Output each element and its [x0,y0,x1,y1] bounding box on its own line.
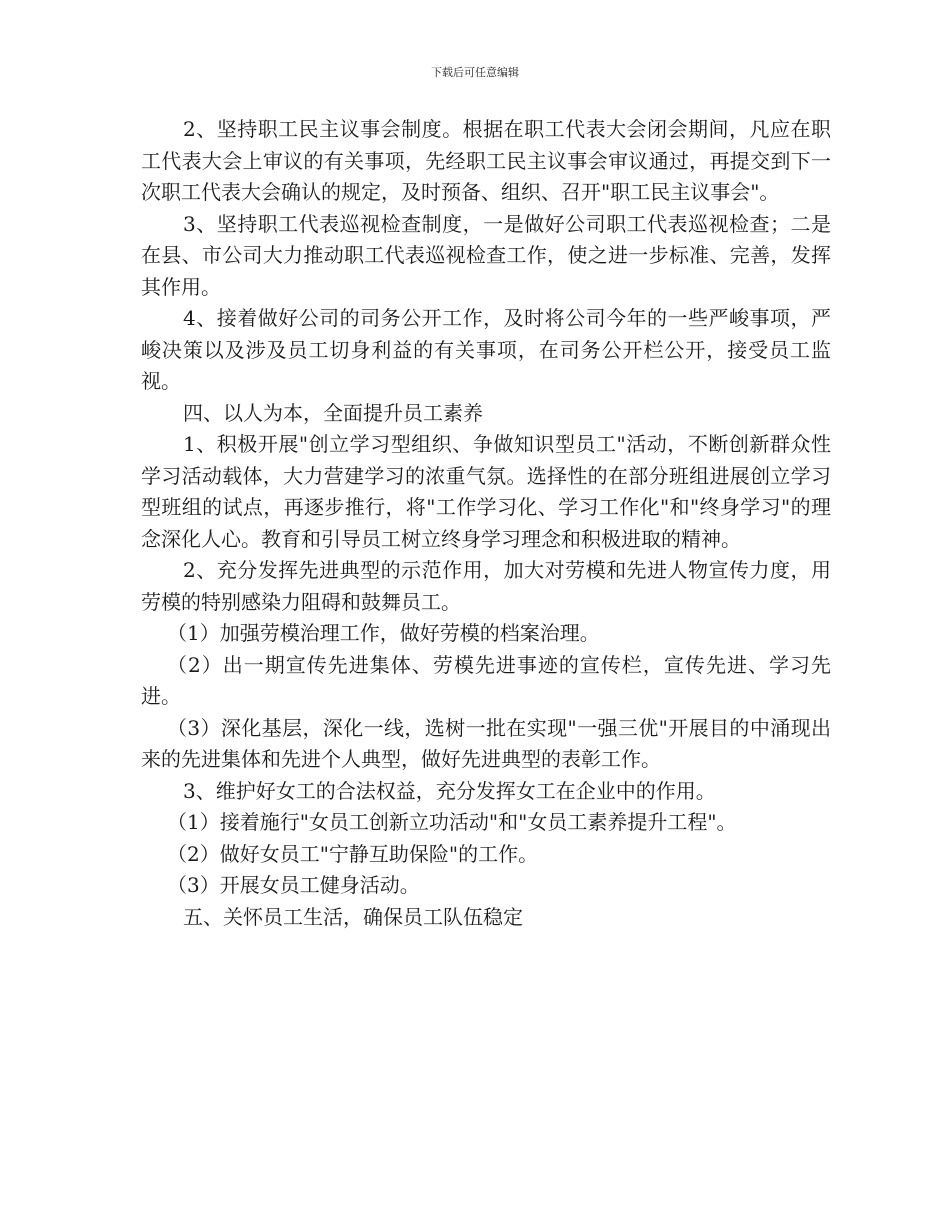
sub-item: （1）接着施行"女员工创新立功活动"和"女员工素养提升工程"。 [167,810,737,834]
paragraph: 3、维护好女工的合法权益，充分发挥女工在企业中的作用。 [183,778,716,803]
section-heading: 五、关怀员工生活，确保员工队伍稳定 [183,904,523,929]
page-header: 下载后可任意编辑 [431,66,519,79]
paragraph: 3、坚持职工代表巡视检查制度，一是做好公司职工代表巡视检查；二是在县、市公司大力推动职工代表巡视检查工作，使之进一步标准、完善，发挥其作用。 [141,211,831,299]
sub-item: （1）加强劳模治理工作，做好劳模的档案治理。 [167,621,600,645]
paragraph: 2、充分发挥先进典型的示范作用，加大对劳模和先进人物宣传力度，用劳模的特别感染力阻碍和鼓舞员工。 [141,558,831,614]
sub-item: （3）开展女员工健身活动。 [167,873,420,897]
sub-item: （3）深化基层，深化一线，选树一批在实现"一强三优"开展目的中涌现出来的先进集体和先进个人典型，做好先进典型的表彰工作。 [141,715,831,771]
paragraph: 4、接着做好公司的司务公开工作，及时将公司今年的一些严峻事项，严峻决策以及涉及员工切身利益的有关事项，在司务公开栏公开，接受员工监视。 [141,306,831,393]
section-heading: 四、以人为本，全面提升员工素养 [183,400,483,425]
paragraph: 2、坚持职工民主议事会制度。根据在职工代表大会闭会期间，凡应在职工代表大会上审议的有关事项，先经职工民主议事会审议通过，再提交到下一次职工代表大会确认的规定，及时预备、组织、召开"职工民主议事会"。 [141,117,831,204]
paragraph: 1、积极开展"创立学习型组织、争做知识型员工"活动，不断创新群众性学习活动载体，大力营建学习的浓重气氛。选择性的在部分班组进展创立学习型班组的试点，再逐步推行，将"工作学习化、学习工作化"和"终身学习"的理念深化人心。教育和引导员工树立终身学习理念和积极进取的精神。 [141,432,831,551]
document-body [141,114,831,933]
sub-item: （2）出一期宣传先进集体、劳模先进事迹的宣传栏，宣传先进、学习先进。 [141,652,831,708]
sub-item: （2）做好女员工"宁静互助保险"的工作。 [167,841,539,866]
